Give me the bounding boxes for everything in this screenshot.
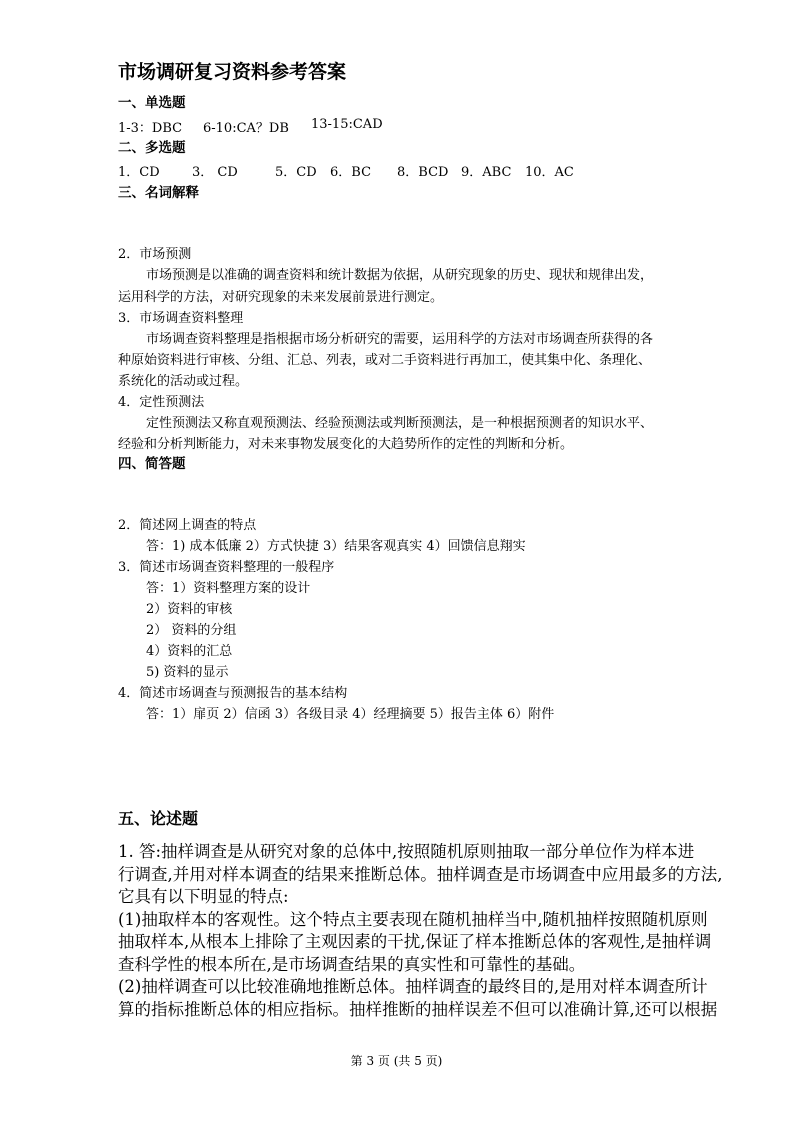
answer-line: 答：1）资料整理方案的设计 <box>146 581 311 596</box>
multi-choice-answer: 5．CD <box>275 165 317 180</box>
question-title: 4．简述市场调查与预测报告的基本结构 <box>118 686 348 701</box>
essay-line: 抽取样本,从根本上排除了主观因素的干扰,保证了样本推断总体的客观性,是抽样调 <box>118 932 712 951</box>
essay-line: (2)抽样调查可以比较准确地推断总体。抽样调查的最终目的,是用对样本调查所计 <box>118 977 708 996</box>
multi-choice-answer: 10．AC <box>525 165 574 180</box>
section-heading-terms: 三、名词解释 <box>118 185 199 201</box>
multi-choice-answer: 3． CD <box>192 165 238 180</box>
question-title: 2．简述网上调查的特点 <box>118 518 257 533</box>
term-item-title: 4．定性预测法 <box>118 395 205 410</box>
term-definition-line: 定性预测法又称直观预测法、经验预测法或判断预测法，是一种根据预测者的知识水平、 <box>146 416 654 431</box>
page-footer: 第 3 页 (共 5 页) <box>350 1054 443 1068</box>
answer-line: 2） 资料的分组 <box>146 623 237 638</box>
essay-line: 算的指标推断总体的相应指标。抽样推断的抽样误差不但可以准确计算,还可以根据 <box>118 1000 718 1019</box>
multi-choice-answer: 8．BCD <box>397 165 449 180</box>
single-choice-answer: 6-10:CA？DB <box>203 121 289 136</box>
question-title: 3．简述市场调查资料整理的一般程序 <box>118 560 335 575</box>
term-definition-line: 经验和分析判断能力，对未来事物发展变化的大趋势所作的定性的判断和分析。 <box>118 437 574 452</box>
term-definition-line: 运用科学的方法，对研究现象的未来发展前景进行测定。 <box>118 290 444 305</box>
essay-line: 它具有以下明显的特点: <box>118 887 289 906</box>
essay-line: 行调查,并用对样本调查的结果来推断总体。抽样调查是市场调查中应用最多的方法, <box>118 865 723 884</box>
answer-line: 答：1）扉页 2）信函 3）各级目录 4）经理摘要 5）报告主体 6）附件 <box>146 707 555 722</box>
term-definition-line: 种原始资料进行审核、分组、汇总、列表，或对二手资料进行再加工，使其集中化、条理化、 <box>118 353 652 368</box>
section-heading-essay: 五、论述题 <box>118 809 199 828</box>
answer-line: 4）资料的汇总 <box>146 644 233 659</box>
term-item-title: 3．市场调查资料整理 <box>118 311 244 326</box>
section-heading-single-choice: 一、单选题 <box>118 95 186 111</box>
multi-choice-answer: 1．CD <box>118 165 160 180</box>
multi-choice-answer: 9．ABC <box>461 165 512 180</box>
section-heading-short-answer: 四、简答题 <box>118 456 186 472</box>
term-definition-line: 系统化的活动或过程。 <box>118 374 249 389</box>
multi-choice-answer: 6．BC <box>330 165 372 180</box>
single-choice-answer: 1-3：DBC <box>118 121 183 136</box>
single-choice-answer: 13-15:CAD <box>311 117 383 132</box>
essay-line: (1)抽取样本的客观性。这个特点主要表现在随机抽样当中,随机抽样按照随机原则 <box>118 910 708 929</box>
essay-line: 1. 答:抽样调查是从研究对象的总体中,按照随机原则抽取一部分单位作为样本进 <box>118 842 695 861</box>
document-title: 市场调研复习资料参考答案 <box>118 61 347 83</box>
answer-line: 答：1) 成本低廉 2）方式快捷 3）结果客观真实 4）回馈信息翔实 <box>146 539 526 554</box>
section-heading-multi-choice: 二、多选题 <box>118 140 186 156</box>
term-definition-line: 市场预测是以准确的调查资料和统计数据为依据，从研究现象的历史、现状和规律出发， <box>146 268 654 283</box>
answer-line: 2）资料的审核 <box>146 602 233 617</box>
term-item-title: 2．市场预测 <box>118 247 192 262</box>
term-definition-line: 市场调查资料整理是指根据市场分析研究的需要，运用科学的方法对市场调查所获得的各 <box>146 332 654 347</box>
essay-line: 查科学性的根本所在,是市场调查结果的真实性和可靠性的基础。 <box>118 955 586 974</box>
answer-line: 5) 资料的显示 <box>146 665 229 680</box>
